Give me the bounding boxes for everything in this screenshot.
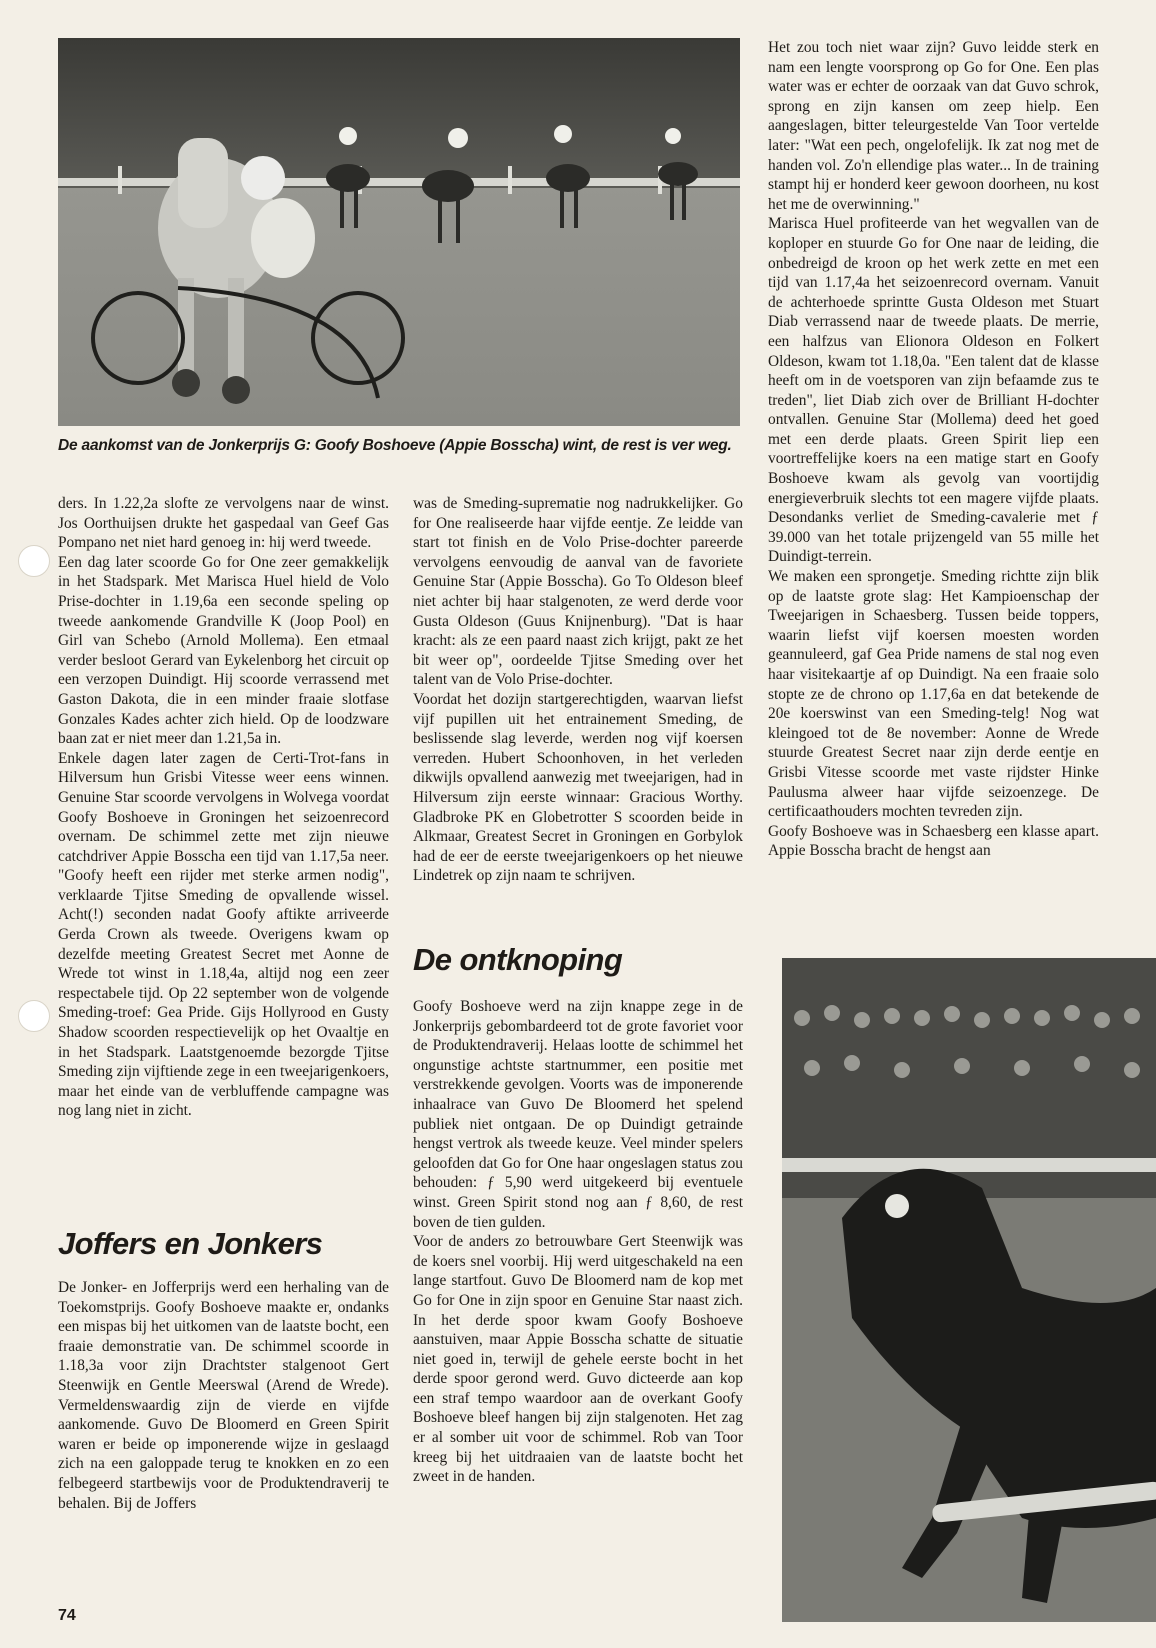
paragraph: Marisca Huel profiteerde van het wegvallen van de koploper en stuurde Go for One naar de leiding, die onbedreigd de kroon op het werk zette en met een tijd van 1.17,4a het seizoenrecord overnam. Vanuit de achterhoede sprintte Gusta Oldeson met Stuart Diab verrassend naar de tweede plaats. De merrie, een halfzus van Elionora Oldeson en Folkert Oldeson, kwam tot 1.18,0a. "Een talent dat de klasse heeft om in de voetsporen van zijn befaamde zus te treden", liet Diab zich over de Brilliant H-dochter ontvallen. Genuine Star (Mollema) deed het goed met een derde plaats. Green Spirit liep een voortreffelijke koers na een matige start en Goofy Boshoeve kwam als gevolg van voortijdig energieverbruik slechts tot een magere vijfde plaats. Desondanks verliet de Smeding-cavalerie met ƒ 39.000 van het totale prijzengeld van 55 mille het Duindigt-terrein. (768, 215, 1099, 566)
punch-hole (18, 1000, 50, 1032)
article-column-right (768, 38, 1099, 861)
section-heading-joffers: Joffers en Jonkers (58, 1226, 323, 1261)
paragraph: Voor de anders zo betrouwbare Gert Steenwijk was de koers snel voorbij. Hij werd uitgeschakeld na een lange startfout. Guvo De Bloomerd nam de kop met Go for One in zijn spoor en Genuine Star naast zich. In het derde spoor kwam Goofy Boshoeve aanstuiven, maar Appie Bosscha schatte de situatie niet goed in, terwijl de gehele eerste bocht in het derde spoor gerond werd. Guvo dicteerde aan kop een straf tempo waardoor aan de overkant Goofy Boshoeve bleef hangen bij zijn stalgenoten. Het zag er al somber uit voor de schimmel. Rob van Toor kreeg bij het uitdraaien van de laatste bocht het zweet in de handen. (413, 1233, 743, 1486)
paragraph: We maken een sprongetje. Smeding richtte zijn blik op de laatste grote slag: Het Kampioenschap der Tweejarigen in Schaesberg. Tussen beide toppers, waarin liefst vijf koersen moesten worden geannuleerd, gaf Gea Pride namens de stal nog even haar visitekaartje af op Duindigt. Na een fraaie solo stopte ze de chrono op 1.17,6a en dat betekende de 20e koerswinst van een Smeding-telg! Nog wat kleingoed tot de 8e november: Aonne de Wrede stuurde Greatest Secret naar zijn derde eentje en Grisbi Vitesse scoorde met vaste rijdster Hinke Paulusma alweer haar vijfde seizoenzege. De certificaathouders mochten tevreden zijn. (768, 568, 1099, 821)
article-column-left-lower (58, 1278, 389, 1513)
paragraph: Enkele dagen later zagen de Certi-Trot-fans in Hilversum hun Grisbi Vitesse weer eens winnen. Genuine Star scoorde vervolgens in Wolvega voordat Goofy Boshoeve in Groningen het seizoenrecord overnam. De schimmel zette met zijn nieuwe catchdriver Appie Bosscha een tijd van 1.17,5a neer. "Goofy heeft een rijder met sterke armen nodig", verklaarde Tjitse Smeding de opvallende wissel. Acht(!) seconden nadat Goofy aftikte arriveerde Gerda Crown als tweede. Overigens kwam op dezelfde meeting Greatest Secret met Aonne de Wrede tot winst in 1.18,4a, altijd nog een zeer respectabele tijd. Op 22 september won de volgende Smeding-troef: Gea Pride. Gijs Hollyrood en Gusty Shadow scoorden respectievelijk op het Ovaaltje en in het Stadspark. Laatstgenoemde bezorgde Tjitse Smeding zijn vijftiende zege in een tweejarigenkoers, maar het einde van de verbluffende campagne was nog lang niet in zicht. (58, 749, 389, 1120)
paragraph: Het zou toch niet waar zijn? Guvo leidde sterk en nam een lengte voorsprong op Go for One. Een plas water was er echter de oorzaak van dat Guvo schrok, sprong en zijn kansen om zeep hielp. Een aangeslagen, bitter teleurgestelde Van Toor vertelde later: "Wat een pech, ongelofelijk. Ik zat nog met de handen vol. Zo'n ellendige plas water... In de training stampt hij er honderd keer gewoon doorheen, nu kost het me de overwinning." (768, 39, 1099, 213)
section-heading-ontknoping: De ontknoping (413, 942, 623, 977)
paragraph: was de Smeding-suprematie nog nadrukkelijker. Go for One realiseerde haar vijfde eentje. Ze leidde van start tot finish en de Volo Prise-dochter pareerde vervolgens eenvoudig de aanval van de favoriete Genuine Star (Appie Bosscha). Go To Oldeson bleef niet achter bij haar stalgenoten, ze werd derde voor Gusta Oldeson (Guus Knijnenburg). "Dat is haar kracht: als ze een paard naast zich krijgt, pakt ze het bit weer op", oordeelde Tjitse Smeding over het talent van de Volo Prise-dochter. (413, 495, 743, 689)
page-number: 74 (58, 1607, 76, 1624)
paragraph: Goofy Boshoeve werd na zijn knappe zege in de Jonkerprijs gebombardeerd tot de grote favoriet voor de Produktendraverij. Helaas lootte de schimmel het ongunstige achtste startnummer, een positie met verstrekkende gevolgen. Voorts was de imponerende inhaalrace van Guvo De Bloomerd het spelend publiek niet ontgaan. De op Duindigt getrainde hengst vertrok als tweede keuze. Veel minder spelers geloofden dat Go for One haar ongeslagen status zou behouden: ƒ 5,90 werd uitgekeerd bij eventuele winst. Green Spirit stond nog aan ƒ 8,60, de rest boven de tien gulden. (413, 998, 743, 1231)
photo-caption: De aankomst van de Jonkerprijs G: Goofy Boshoeve (Appie Bosscha) wint, de rest is ver weg. (58, 437, 732, 454)
trotting-horse-photo (782, 958, 1156, 1622)
paragraph: Goofy Boshoeve was in Schaesberg een klasse apart. Appie Bosscha bracht de hengst aan (768, 822, 1099, 860)
race-finish-photo (58, 38, 740, 426)
article-column-middle-lower (413, 997, 743, 1487)
paragraph: De Jonker- en Jofferprijs werd een herhaling van de Toekomstprijs. Goofy Boshoeve maakte er, ondanks een mispas bij het uitkomen van de laatste bocht, een fraaie demonstratie van. De schimmel scoorde in 1.18,3a voor zijn Drachtster stalgenoot Gert Steenwijk en Gentle Meerswal (Arend de Wrede). Vermeldenswaardig zijn de vierde en vijfde aankomende. Guvo De Bloomerd en Green Spirit waren er beide op imponerende wijze in geslaagd zich na een galoppade terug te knokken en zo een felbegeerd startbewijs voor de Produktendraverij te behalen. Bij de Joffers (58, 1279, 389, 1512)
punch-hole (18, 545, 50, 577)
paragraph: Voordat het dozijn startgerechtigden, waarvan liefst vijf pupillen uit het entrainement Smeding, de beslissende slag leverde, werden nog vijf koersen verreden. Hubert Schoonhoven, in het verleden dikwijls opvallend aanwezig met tweejarigen, had in Hilversum zijn eerste winnaar: Gracious Worthy. Gladbroke PK en Globetrotter S scoorden beide in Alkmaar, Greatest Secret in Groningen en Gorbylok had de eer de eerste tweejarigenkoers op het nieuwe Lindetrek op zijn naam te schrijven. (413, 690, 743, 885)
article-column-left (58, 494, 389, 1121)
paragraph: ders. In 1.22,2a slofte ze vervolgens naar de winst. Jos Oorthuijsen drukte het gaspedaal van Geef Gas Pompano net niet hard genoeg in: hij werd tweede. (58, 495, 389, 552)
article-column-middle (413, 494, 743, 886)
paragraph: Een dag later scoorde Go for One zeer gemakkelijk in het Stadspark. Met Marisca Huel hield de Volo Prise-dochter in 1.19,6a een seconde speling op tweede aankomende Grandville K (Joop Pool) en Girl van Schebo (Arnold Mollema). Een etmaal verder besloot Gerard van Eykelenborg het circuit op een verzopen Duindigt. Hij scoorde verrassend met Gaston Dakota, die in een minder fraaie slotfase Gonzales Kades achter zich hield. Op de loodzware baan zat er niet meer dan 1.21,5a in. (58, 553, 389, 748)
